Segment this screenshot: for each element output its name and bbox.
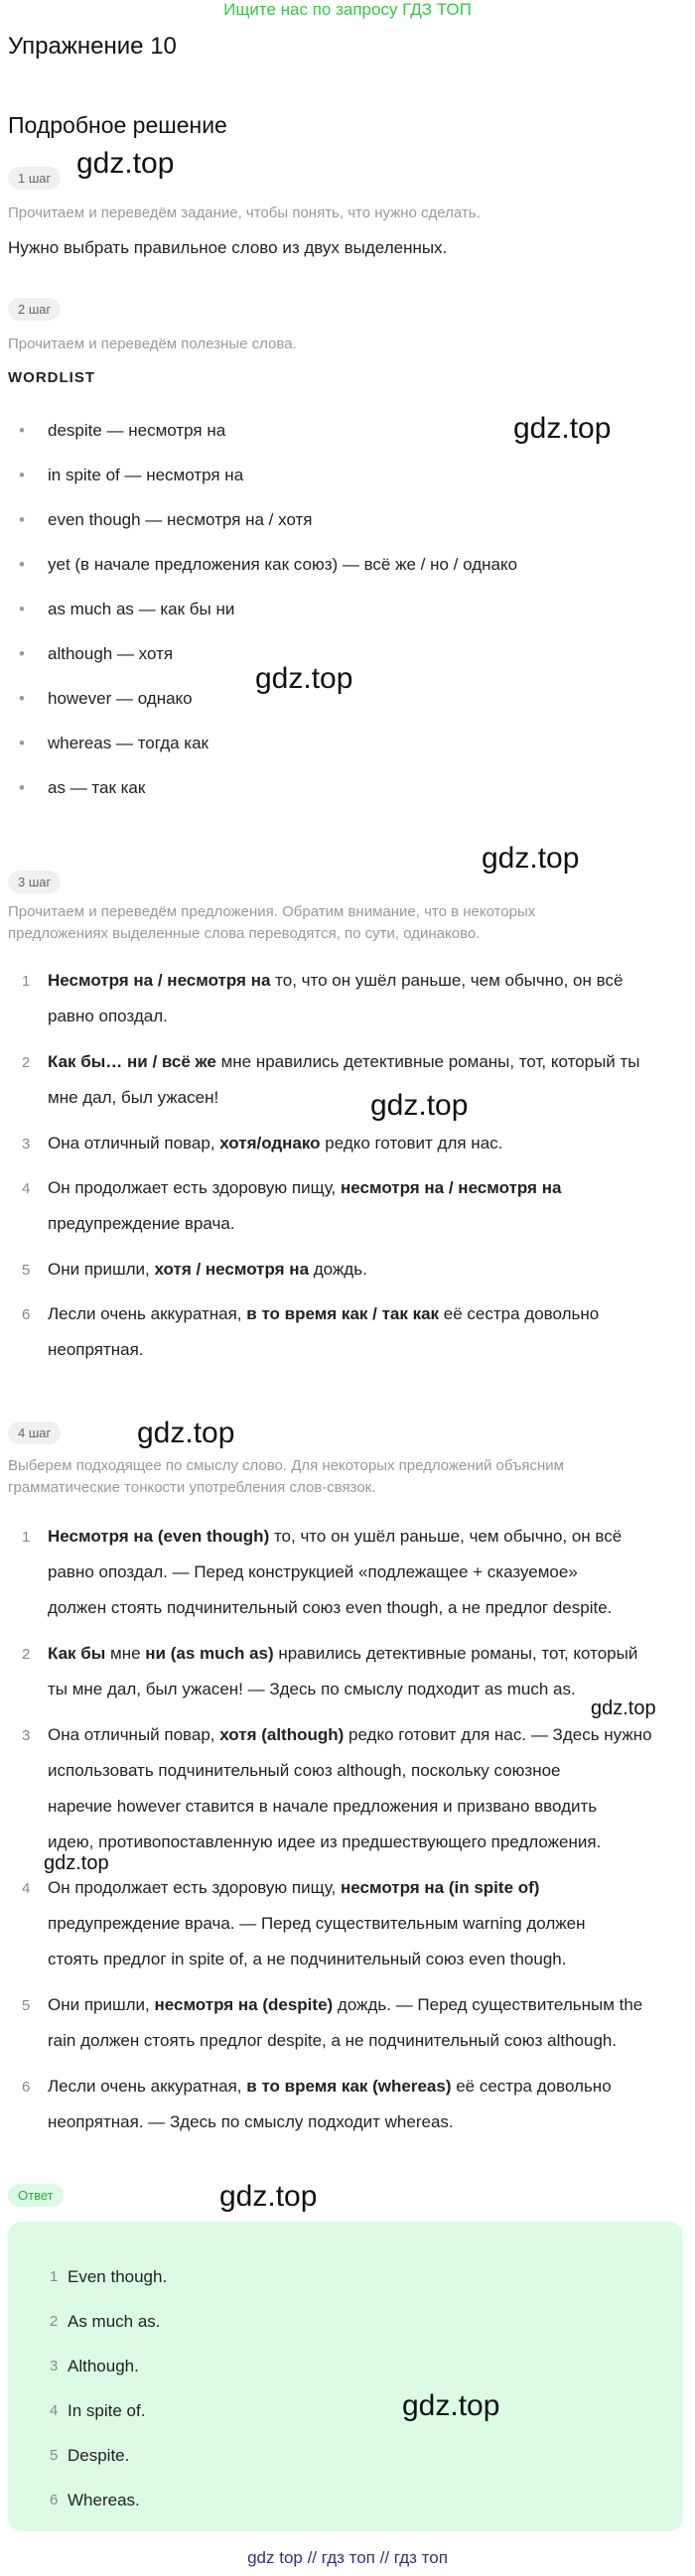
wordlist-item [22, 466, 243, 485]
wordlist-item [22, 778, 145, 798]
watermark: gdz.top [370, 1089, 469, 1122]
answer-words: Как бы [48, 1644, 106, 1663]
solution-text: Лесли очень аккуратная, [48, 2077, 247, 2096]
solution-text: неопрятная. — Здесь по смыслу подходит whereas. [48, 2112, 454, 2131]
answer-item: Whereas. [68, 2491, 140, 2509]
watermark: gdz.top [219, 2180, 318, 2213]
watermark: gdz.top [513, 412, 612, 445]
wordlist-item [22, 510, 313, 530]
answer-words: в то время как (whereas) [246, 2077, 452, 2096]
wordlist-item-text: in spite of — несмотря на [48, 466, 244, 484]
solution-text: Она отличный повар, [48, 1725, 220, 1744]
sentence-text: мне нравились детективные романы, тот, который ты [215, 1052, 640, 1071]
answer-number: 1 [50, 2268, 59, 2285]
page-title: Упражнение 10 [8, 33, 177, 60]
solution-text: идею, противопоставленную идее из предшествующего предложения. [48, 1832, 602, 1851]
highlighted-words: в то время как / так как [246, 1304, 440, 1323]
item-number: 6 [22, 2079, 31, 2096]
sentence-item [48, 1296, 663, 1368]
wordlist-item-text: even though — несмотря на / хотя [48, 510, 313, 529]
step-4-hint-line1: Выберем подходящее по смыслу слово. Для некоторых предложений объясним [8, 1457, 564, 1474]
answer-item: Although. [68, 2357, 139, 2375]
sentence-text: Они пришли, [48, 1260, 155, 1279]
solution-item [48, 2069, 663, 2140]
step-2-badge: 2 шаг [8, 298, 61, 321]
answer-item: As much as. [68, 2312, 161, 2331]
answer-words: Несмотря на (even though) [48, 1527, 270, 1546]
solution-text: rain должен стоять предлог despite, а не подчинительный союз although. [48, 2031, 618, 2050]
sentence-text: равно опоздал. [48, 1007, 168, 1025]
top-banner[interactable]: Ищите нас по запросу ГДЗ ТОП [223, 0, 472, 19]
item-number: 4 [22, 1180, 31, 1197]
step-1-hint: Прочитаем и переведём задание, чтобы понять, что нужно сделать. [8, 204, 481, 221]
solution-item [48, 1987, 663, 2059]
highlighted-words: хотя/однако [219, 1134, 321, 1152]
highlighted-words: несмотря на / несмотря на [341, 1178, 562, 1197]
answer-item: Even though. [68, 2267, 168, 2286]
solution-item [48, 1519, 663, 1626]
step-4-hint-line2: грамматические тонкости употребления слов-связок. [8, 1479, 376, 1496]
wordlist-item [22, 734, 208, 753]
wordlist-item [22, 421, 225, 441]
solution-text: должен стоять подчинительный союз even though, а не предлог despite. [48, 1598, 613, 1617]
solution-item [48, 1870, 663, 1977]
footer-links[interactable]: gdz top // гдз топ // гдз топ [247, 2548, 448, 2567]
answer-number: 2 [50, 2313, 59, 2330]
wordlist-item [22, 600, 234, 619]
wordlist-item-text: despite — несмотря на [48, 421, 226, 440]
answer-number: 6 [50, 2492, 59, 2508]
wordlist-item-text: whereas — тогда как [48, 734, 208, 752]
step-3-hint-line1: Прочитаем и переведём предложения. Обратим внимание, что в некоторых [8, 903, 536, 920]
solution-text: использовать подчинительный союз although, поскольку союзное [48, 1761, 561, 1780]
sentence-text: Он продолжает есть здоровую пищу, [48, 1178, 342, 1197]
sentence-text: Она отличный повар, [48, 1134, 220, 1152]
wordlist-title: WORDLIST [8, 369, 95, 386]
wordlist-item-text: however — однако [48, 689, 193, 708]
sentence-item [48, 1252, 663, 1288]
highlighted-words: хотя / несмотря на [154, 1260, 310, 1279]
watermark: gdz.top [482, 842, 580, 875]
step-3-hint-line2: предложениях выделенные слова переводятся, по сути, одинаково. [8, 925, 481, 942]
solution-text: то, что он ушёл раньше, чем обычно, он всё [269, 1527, 623, 1546]
sentence-item [48, 963, 663, 1034]
solution-text: наречие however ставится в начале предложения и призвано вводить [48, 1797, 598, 1816]
answer-words: хотя (although) [219, 1725, 345, 1744]
answer-number: 3 [50, 2358, 59, 2374]
sentence-item [48, 1170, 663, 1242]
item-number: 2 [22, 1054, 31, 1071]
solution-text: предупреждение врача. — Перед существительным warning должен [48, 1914, 586, 1933]
item-number: 5 [22, 1997, 31, 2014]
item-number: 4 [22, 1880, 31, 1897]
watermark: gdz.top [137, 1417, 235, 1449]
sentence-item [48, 1126, 663, 1161]
watermark: gdz.top [402, 2389, 500, 2422]
item-number: 3 [22, 1136, 31, 1152]
item-number: 5 [22, 1262, 31, 1279]
sentence-item [48, 1044, 663, 1116]
wordlist-item-text: although — хотя [48, 644, 174, 663]
answer-number: 5 [50, 2447, 59, 2464]
answer-words: ни (as much as) [145, 1644, 274, 1663]
step-3-badge: 3 шаг [8, 871, 61, 893]
sentence-text: предупреждение врача. [48, 1214, 235, 1233]
solution-text: равно опоздал. — Перед конструкцией «подлежащее + сказуемое» [48, 1562, 578, 1581]
solution-text: Они пришли, [48, 1995, 155, 2014]
solution-text: дождь. — Перед существительным the [333, 1995, 643, 2014]
item-number: 6 [22, 1306, 31, 1323]
solution-text: ты мне дал, был ужасен! — Здесь по смыслу подходит as much as. [48, 1680, 576, 1698]
solution-text: мне [105, 1644, 146, 1663]
sentence-text: Лесли очень аккуратная, [48, 1304, 247, 1323]
answer-item: Despite. [68, 2446, 130, 2465]
solution-text: нравились детективные романы, тот, который [273, 1644, 638, 1663]
watermark: gdz.top [591, 1697, 656, 1719]
sentence-text: её сестра довольно [439, 1304, 600, 1323]
step-2-hint: Прочитаем и переведём полезные слова. [8, 336, 297, 352]
sentence-text: дождь. [309, 1260, 367, 1279]
wordlist-item-text: as much as — как бы ни [48, 600, 235, 618]
item-number: 2 [22, 1646, 31, 1663]
solution-item [48, 1717, 663, 1860]
watermark: gdz.top [76, 147, 175, 180]
solution-item [48, 1636, 663, 1707]
step-1-badge: 1 шаг [8, 167, 61, 190]
answer-badge: Ответ [8, 2184, 64, 2207]
sentence-text: редко готовит для нас. [320, 1134, 503, 1152]
answer-number: 4 [50, 2402, 59, 2419]
solution-text: Он продолжает есть здоровую пищу, [48, 1878, 342, 1897]
wordlist-item [22, 689, 193, 709]
answer-item: In spite of. [68, 2401, 146, 2420]
step-4-badge: 4 шаг [8, 1422, 61, 1444]
answer-words: несмотря на (in spite of) [341, 1878, 540, 1897]
answer-words: несмотря на (despite) [154, 1995, 334, 2014]
wordlist-item [22, 644, 173, 664]
solution-text: её сестра довольно [451, 2077, 612, 2096]
wordlist-item-text: as — так как [48, 778, 146, 797]
item-number: 1 [22, 973, 31, 990]
step-1-text: Нужно выбрать правильное слово из двух выделенных. [8, 238, 448, 257]
highlighted-words: Как бы… ни / всё же [48, 1052, 216, 1071]
sentence-text: мне дал, был ужасен! [48, 1088, 219, 1107]
solution-text: редко готовит для нас. — Здесь нужно [344, 1725, 652, 1744]
sentence-text: неопрятная. [48, 1340, 144, 1359]
solution-text: стоять предлог in spite of, а не подчинительный союз even though. [48, 1950, 567, 1968]
watermark: gdz.top [255, 662, 353, 695]
wordlist-item-text: yet (в начале предложения как союз) — всё же / но / однако [48, 555, 518, 574]
item-number: 3 [22, 1727, 31, 1744]
sentence-text: то, что он ушёл раньше, чем обычно, он всё [270, 971, 624, 990]
item-number: 1 [22, 1529, 31, 1546]
section-title: Подробное решение [8, 112, 227, 138]
highlighted-words: Несмотря на / несмотря на [48, 971, 271, 990]
wordlist-item [22, 555, 517, 575]
watermark: gdz.top [44, 1852, 109, 1874]
